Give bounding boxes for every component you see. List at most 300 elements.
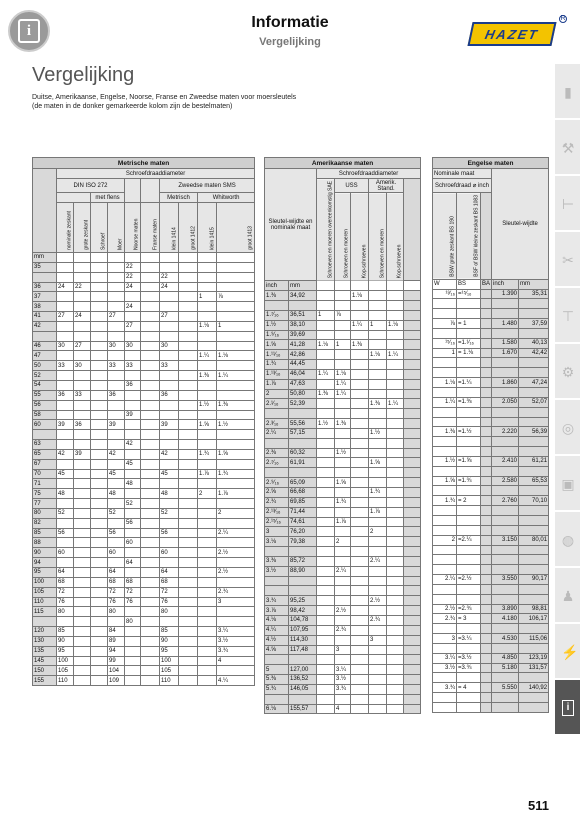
metric-cell: 30 <box>125 341 141 351</box>
american-cell: 2 <box>265 389 289 399</box>
american-cell <box>387 428 404 438</box>
table-row <box>433 427 549 437</box>
metric-cell <box>91 646 108 656</box>
american-cell <box>289 547 317 557</box>
table-row <box>33 627 255 637</box>
american-cell <box>369 438 387 448</box>
metric-cell <box>57 371 74 381</box>
american-cell: 95,25 <box>289 596 317 606</box>
english-cell: 3 <box>433 634 457 644</box>
american-cell <box>387 606 404 616</box>
metric-cell <box>125 430 141 440</box>
tab-gauge[interactable] <box>555 512 580 568</box>
metric-cell <box>91 282 108 292</box>
table-row <box>433 289 549 299</box>
american-cell: 85,72 <box>289 556 317 566</box>
american-cell <box>317 458 335 468</box>
metric-cell: 3.½ <box>217 636 255 646</box>
metric-cell <box>108 282 125 292</box>
unit-bs: BS <box>457 279 481 289</box>
english-cell: 2.½ <box>433 604 457 614</box>
american-cell: 1.¼ <box>387 350 404 360</box>
metric-cell <box>57 351 74 361</box>
american-cell: 2.¹⁵⁄₁₆ <box>265 517 289 527</box>
metric-cell <box>74 371 91 381</box>
english-cell <box>492 643 519 653</box>
english-cell <box>481 338 492 348</box>
tab-info[interactable] <box>555 680 580 736</box>
english-cell: = 1 <box>457 319 481 329</box>
english-cell <box>519 545 549 555</box>
table-row <box>265 586 421 596</box>
metric-key-cell: 82 <box>33 518 57 528</box>
american-blank <box>404 300 421 310</box>
metric-cell <box>179 489 198 499</box>
american-key-header: Sleutel-wijdte en nominale maat <box>265 169 317 281</box>
american-cell: 1 <box>335 340 351 350</box>
english-cell <box>433 358 457 368</box>
table-row <box>265 300 421 310</box>
metric-cell <box>91 410 108 420</box>
table-row <box>433 653 549 663</box>
american-cell: 36,51 <box>289 310 317 320</box>
metric-cell <box>179 302 198 312</box>
american-cell: 1.⅜ <box>265 291 289 301</box>
metric-cell <box>125 508 141 518</box>
metric-cell: 42 <box>160 449 179 459</box>
english-cell <box>433 565 457 575</box>
metric-cell <box>57 617 74 627</box>
col-bsf: BSF of BSW kleine zeskant BS 1083 <box>457 193 481 280</box>
metric-key-cell: 94 <box>33 558 57 568</box>
metric-cell <box>179 351 198 361</box>
american-cell <box>265 468 289 478</box>
english-cell <box>481 624 492 634</box>
american-blank <box>404 291 421 301</box>
metric-cell <box>160 262 179 272</box>
tab-tool[interactable] <box>555 344 580 400</box>
english-cell <box>433 506 457 516</box>
english-cell: 3.½ <box>433 663 457 673</box>
english-cell <box>481 476 492 486</box>
metric-cell <box>74 499 91 509</box>
english-cell <box>519 624 549 634</box>
american-cell: 1.⅛ <box>335 369 351 379</box>
metric-cell <box>179 430 198 440</box>
american-cell <box>317 645 335 655</box>
tab-wrench[interactable] <box>555 120 580 176</box>
table-row <box>33 272 255 282</box>
metric-cell: 68 <box>125 577 141 587</box>
metric-cell <box>125 548 141 558</box>
american-cell <box>351 330 369 340</box>
english-cell: = 3 <box>457 614 481 624</box>
american-cell <box>369 419 387 429</box>
unit-blank <box>404 281 421 291</box>
table-row <box>433 328 549 338</box>
metric-cell: 30 <box>74 361 91 371</box>
metric-cell <box>217 410 255 420</box>
metric-cell <box>74 302 91 312</box>
hazet-logo: HAZET <box>467 22 556 46</box>
american-cell: 42,86 <box>289 350 317 360</box>
metric-cell <box>91 597 108 607</box>
american-group: Schroefdraaddiameter <box>317 169 421 179</box>
english-cell <box>457 358 481 368</box>
english-cell <box>492 417 519 427</box>
metric-cell: 22 <box>74 282 91 292</box>
english-cell <box>481 515 492 525</box>
metric-cell <box>198 538 217 548</box>
metric-cell <box>179 321 198 331</box>
english-cell <box>433 624 457 634</box>
metric-key-cell: 115 <box>33 607 57 617</box>
american-cell <box>335 547 351 557</box>
metric-cell <box>141 489 160 499</box>
english-cell <box>433 466 457 476</box>
metric-cell <box>125 390 141 400</box>
table-row <box>33 656 255 666</box>
american-cell <box>317 291 335 301</box>
american-cell <box>289 468 317 478</box>
metric-cell <box>57 440 74 450</box>
english-cell <box>433 555 457 565</box>
american-cell <box>387 527 404 537</box>
english-cell <box>519 417 549 427</box>
metric-cell <box>74 656 91 666</box>
american-cell: 4 <box>335 704 351 714</box>
metric-cell <box>217 577 255 587</box>
metric-cell <box>57 430 74 440</box>
metric-cell <box>91 489 108 499</box>
unit-blank <box>141 253 160 263</box>
metric-cell <box>179 479 198 489</box>
english-cell: 3.¼ <box>433 653 457 663</box>
american-cell <box>335 586 351 596</box>
metric-cell <box>108 459 125 469</box>
american-cell <box>351 556 369 566</box>
metric-cell: 30 <box>57 341 74 351</box>
metric-cell <box>198 410 217 420</box>
metric-cell <box>74 587 91 597</box>
american-cell <box>335 409 351 419</box>
metric-cell: 45 <box>125 459 141 469</box>
english-cell: 2.580 <box>492 476 519 486</box>
metric-cell: 24 <box>57 282 74 292</box>
metric-cell <box>141 627 160 637</box>
american-blank <box>404 350 421 360</box>
metric-cell: 100 <box>57 656 74 666</box>
english-cell: =1.½ <box>457 427 481 437</box>
page-number: 511 <box>528 798 549 813</box>
american-cell <box>317 320 335 330</box>
american-blank <box>404 438 421 448</box>
table-row <box>33 489 255 499</box>
american-cell <box>387 291 404 301</box>
english-cell <box>519 486 549 496</box>
american-cell <box>317 665 335 675</box>
metric-cell <box>74 380 91 390</box>
metric-cell <box>91 292 108 302</box>
metric-cell: 48 <box>108 489 125 499</box>
metric-cell <box>74 489 91 499</box>
american-cell <box>387 419 404 429</box>
american-cell <box>317 704 335 714</box>
american-cell <box>387 675 404 685</box>
american-blank <box>404 399 421 409</box>
american-cell <box>387 369 404 379</box>
metric-cell: 3.¼ <box>217 627 255 637</box>
metric-cell: 2.¼ <box>217 528 255 538</box>
metric-cell <box>125 646 141 656</box>
person-icon: ♟ <box>561 588 575 604</box>
table-row <box>33 597 255 607</box>
col-am-bolts: Schroeven en moeren <box>369 193 387 281</box>
metric-cell <box>74 262 91 272</box>
tab-torque[interactable] <box>555 400 580 456</box>
american-cell <box>351 478 369 488</box>
metric-cell: 60 <box>160 548 179 558</box>
american-cell <box>335 596 351 606</box>
tab-pliers[interactable] <box>555 232 580 288</box>
col-am-cap: Kop-schroeven <box>387 193 404 281</box>
american-cell: 1.¼ <box>335 389 351 399</box>
pliers-icon: ✂ <box>562 252 574 268</box>
metric-cell <box>179 361 198 371</box>
english-cell <box>433 594 457 604</box>
metric-cell <box>91 341 108 351</box>
american-cell <box>351 497 369 507</box>
american-cell <box>351 596 369 606</box>
tab-electric[interactable] <box>555 624 580 680</box>
metric-cell <box>125 656 141 666</box>
table-row <box>433 506 549 516</box>
metric-cell <box>125 331 141 341</box>
table-row <box>33 400 255 410</box>
metric-cell <box>125 292 141 302</box>
english-cell <box>481 545 492 555</box>
table-row <box>433 634 549 644</box>
table-row <box>265 684 421 694</box>
english-cell: =3.¾ <box>457 663 481 673</box>
table-row <box>265 497 421 507</box>
metric-cell <box>57 292 74 302</box>
din-header: DIN ISO 272 <box>57 179 125 193</box>
american-cell <box>387 635 404 645</box>
metric-cell <box>108 262 125 272</box>
american-cell: 2.¹⁄₁₆ <box>265 399 289 409</box>
col-small-1415: klein 1415 <box>198 203 217 253</box>
metric-cell <box>74 321 91 331</box>
metric-cell <box>74 351 91 361</box>
metric-key-cell: 75 <box>33 489 57 499</box>
english-cell <box>481 358 492 368</box>
american-cell <box>369 694 387 704</box>
metric-cell: 22 <box>125 262 141 272</box>
american-cell <box>387 665 404 675</box>
metric-key-cell: 70 <box>33 469 57 479</box>
english-cell <box>433 388 457 398</box>
unit-blank <box>160 253 179 263</box>
table-row <box>265 507 421 517</box>
american-cell: 3.¾ <box>335 684 351 694</box>
english-cell: 131,57 <box>519 663 549 673</box>
metric-cell <box>108 440 125 450</box>
metric-cell <box>141 341 160 351</box>
american-cell <box>317 625 335 635</box>
metric-cell: 24 <box>160 282 179 292</box>
american-cell: 2.¾ <box>265 497 289 507</box>
american-cell: 4.⅝ <box>265 645 289 655</box>
table-row <box>33 636 255 646</box>
metric-cell <box>198 430 217 440</box>
american-cell <box>317 675 335 685</box>
metric-cell: 68 <box>160 577 179 587</box>
american-cell <box>351 350 369 360</box>
american-cell <box>351 606 369 616</box>
american-cell <box>289 655 317 665</box>
metric-cell: 27 <box>160 312 179 322</box>
american-cell <box>317 488 335 498</box>
metric-cell <box>125 400 141 410</box>
english-cell: 37,59 <box>519 319 549 329</box>
metric-cell <box>179 459 198 469</box>
metric-cell <box>141 538 160 548</box>
metric-cell <box>108 302 125 312</box>
english-cell <box>457 328 481 338</box>
english-cell: = 2 <box>457 496 481 506</box>
metric-key-cell: 88 <box>33 538 57 548</box>
metric-cell <box>179 607 198 617</box>
american-cell <box>317 527 335 537</box>
american-cell <box>351 665 369 675</box>
tab-person[interactable] <box>555 568 580 624</box>
metric-cell: 2.¾ <box>217 587 255 597</box>
metric-cell <box>74 469 91 479</box>
american-cell <box>387 596 404 606</box>
metric-cell <box>125 469 141 479</box>
metric-cell <box>141 272 160 282</box>
unit-blank <box>179 253 198 263</box>
table-row <box>33 607 255 617</box>
metric-cell <box>141 420 160 430</box>
metric-key-cell <box>33 272 57 282</box>
metric-cell <box>198 607 217 617</box>
american-cell <box>369 468 387 478</box>
american-blank <box>404 527 421 537</box>
american-cell <box>387 300 404 310</box>
american-cell <box>317 556 335 566</box>
metric-cell: 39 <box>108 420 125 430</box>
metric-cell: ⅞ <box>217 292 255 302</box>
metric-cell <box>91 400 108 410</box>
metric-table <box>32 157 255 686</box>
unit-blank <box>198 253 217 263</box>
american-cell <box>335 291 351 301</box>
tab-socket[interactable] <box>555 64 580 120</box>
table-row <box>433 555 549 565</box>
english-cell: 4.180 <box>492 614 519 624</box>
metric-cell <box>141 321 160 331</box>
metric-cell <box>160 331 179 341</box>
table-row <box>265 704 421 714</box>
metric-cell <box>57 262 74 272</box>
american-cell: ⅞ <box>335 310 351 320</box>
english-cell: =2.¼ <box>457 535 481 545</box>
info-icon: i <box>562 700 574 716</box>
metric-key-cell: 46 <box>33 341 57 351</box>
col-bsw: BSW grote zeskant BS 190 <box>433 193 457 280</box>
metric-cell <box>217 440 255 450</box>
english-cell <box>519 594 549 604</box>
table-row <box>265 458 421 468</box>
metric-cell <box>125 568 141 578</box>
english-cell <box>519 447 549 457</box>
tab-hammer[interactable] <box>555 288 580 344</box>
metric-cell <box>179 449 198 459</box>
english-cell <box>519 506 549 516</box>
metric-cell <box>125 636 141 646</box>
english-cell <box>481 555 492 565</box>
american-cell <box>369 606 387 616</box>
american-blank <box>404 665 421 675</box>
metric-cell: 56 <box>57 528 74 538</box>
table-row <box>33 459 255 469</box>
unit-w: W <box>433 279 457 289</box>
table-row <box>433 673 549 683</box>
table-row <box>33 558 255 568</box>
metric-cell <box>141 646 160 656</box>
metric-cell <box>217 430 255 440</box>
american-cell <box>289 694 317 704</box>
metric-cell <box>141 312 160 322</box>
metric-cell <box>91 321 108 331</box>
english-cell <box>519 309 549 319</box>
metric-cell <box>141 440 160 450</box>
wrench-icon: ⚒ <box>561 140 575 156</box>
table-row <box>433 496 549 506</box>
metric-key-cell: 41 <box>33 312 57 322</box>
english-cell: 5.550 <box>492 683 519 693</box>
metric-cell <box>108 371 125 381</box>
metric-cell: 1.¾ <box>217 469 255 479</box>
american-blank <box>404 497 421 507</box>
metric-cell: 2.½ <box>217 568 255 578</box>
metric-cell <box>217 518 255 528</box>
english-cell <box>481 437 492 447</box>
american-cell <box>351 586 369 596</box>
tab-case[interactable] <box>555 456 580 512</box>
english-cell: 1.670 <box>492 348 519 358</box>
english-cell <box>492 555 519 565</box>
english-cell <box>492 693 519 703</box>
metric-cell <box>108 558 125 568</box>
metric-cell <box>160 440 179 450</box>
col-french: Franse maten <box>141 203 160 253</box>
unit-blank <box>369 281 387 291</box>
tab-screwdriver[interactable] <box>555 176 580 232</box>
metric-cell <box>141 499 160 509</box>
english-cell <box>519 466 549 476</box>
american-cell: 1.⅛ <box>369 350 387 360</box>
metric-cell: 76 <box>160 597 179 607</box>
english-cell <box>457 693 481 703</box>
metric-cell <box>217 459 255 469</box>
american-cell: 1.½ <box>265 320 289 330</box>
american-cell: 155,57 <box>289 704 317 714</box>
col-sae: Schroeven en moeren overeenkomstig SAE <box>317 179 335 281</box>
metric-cell <box>108 617 125 627</box>
